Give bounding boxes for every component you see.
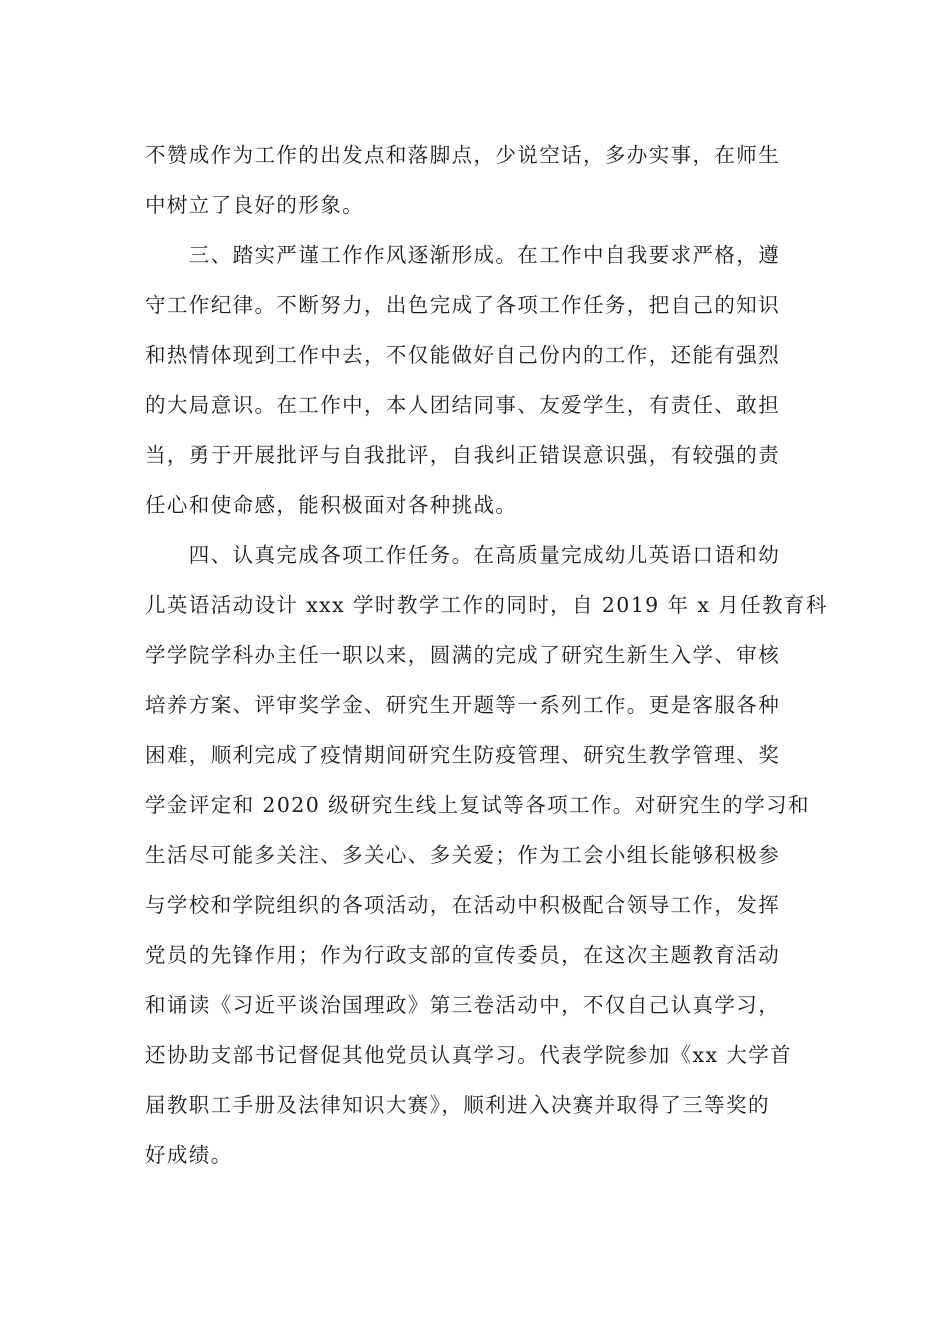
text-line: 还协助支部书记督促其他党员认真学习。代表学院参加《xx 大学首 bbox=[145, 1043, 793, 1067]
text-line: 和热情体现到工作中去，不仅能做好自己份内的工作，还能有强烈 bbox=[145, 343, 781, 367]
text-line: 届教职工手册及法律知识大赛》，顺利进入决赛并取得了三等奖的 bbox=[145, 1093, 770, 1117]
text-line: 任心和使命感，能积极面对各种挑战。 bbox=[145, 493, 518, 517]
paragraph-four-start: 四、认真完成各项工作任务。在高质量完成幼儿英语口语和幼 bbox=[145, 543, 781, 567]
document-body bbox=[145, 130, 828, 1180]
text-line: 困难，顺利完成了疫情期间研究生防疫管理、研究生教学管理、奖 bbox=[145, 743, 781, 767]
text-line: 培养方案、评审奖学金、研究生开题等一系列工作。更是客服各种 bbox=[145, 693, 781, 717]
text-line: 中树立了良好的形象。 bbox=[145, 193, 364, 217]
text-line: 生活尽可能多关注、多关心、多关爱；作为工会小组长能够积极参 bbox=[145, 843, 781, 867]
text-line: 党员的先锋作用；作为行政支部的宣传委员，在这次主题教育活动 bbox=[145, 943, 781, 967]
text-line: 学金评定和 2020 级研究生线上复试等各项工作。对研究生的学习和 bbox=[145, 793, 810, 817]
text-line: 守工作纪律。不断努力，出色完成了各项工作任务，把自己的知识 bbox=[145, 293, 781, 317]
text-line: 儿英语活动设计 xxx 学时教学工作的同时，自 2019 年 x 月任教育科 bbox=[145, 593, 828, 617]
text-line: 不赞成作为工作的出发点和落脚点，少说空话，多办实事，在师生 bbox=[145, 143, 781, 167]
text-line: 学学院学科办主任一职以来，圆满的完成了研究生新生入学、审核 bbox=[145, 643, 781, 667]
text-line: 和诵读《习近平谈治国理政》第三卷活动中，不仅自己认真学习， bbox=[145, 993, 781, 1017]
text-line: 好成绩。 bbox=[145, 1143, 233, 1167]
text-line: 与学校和学院组织的各项活动，在活动中积极配合领导工作，发挥 bbox=[145, 893, 781, 917]
text-line: 的大局意识。在工作中，本人团结同事、友爱学生，有责任、敢担 bbox=[145, 393, 781, 417]
paragraph-three-start: 三、踏实严谨工作作风逐渐形成。在工作中自我要求严格，遵 bbox=[145, 243, 781, 267]
text-line: 当，勇于开展批评与自我批评，自我纠正错误意识强，有较强的责 bbox=[145, 443, 781, 467]
